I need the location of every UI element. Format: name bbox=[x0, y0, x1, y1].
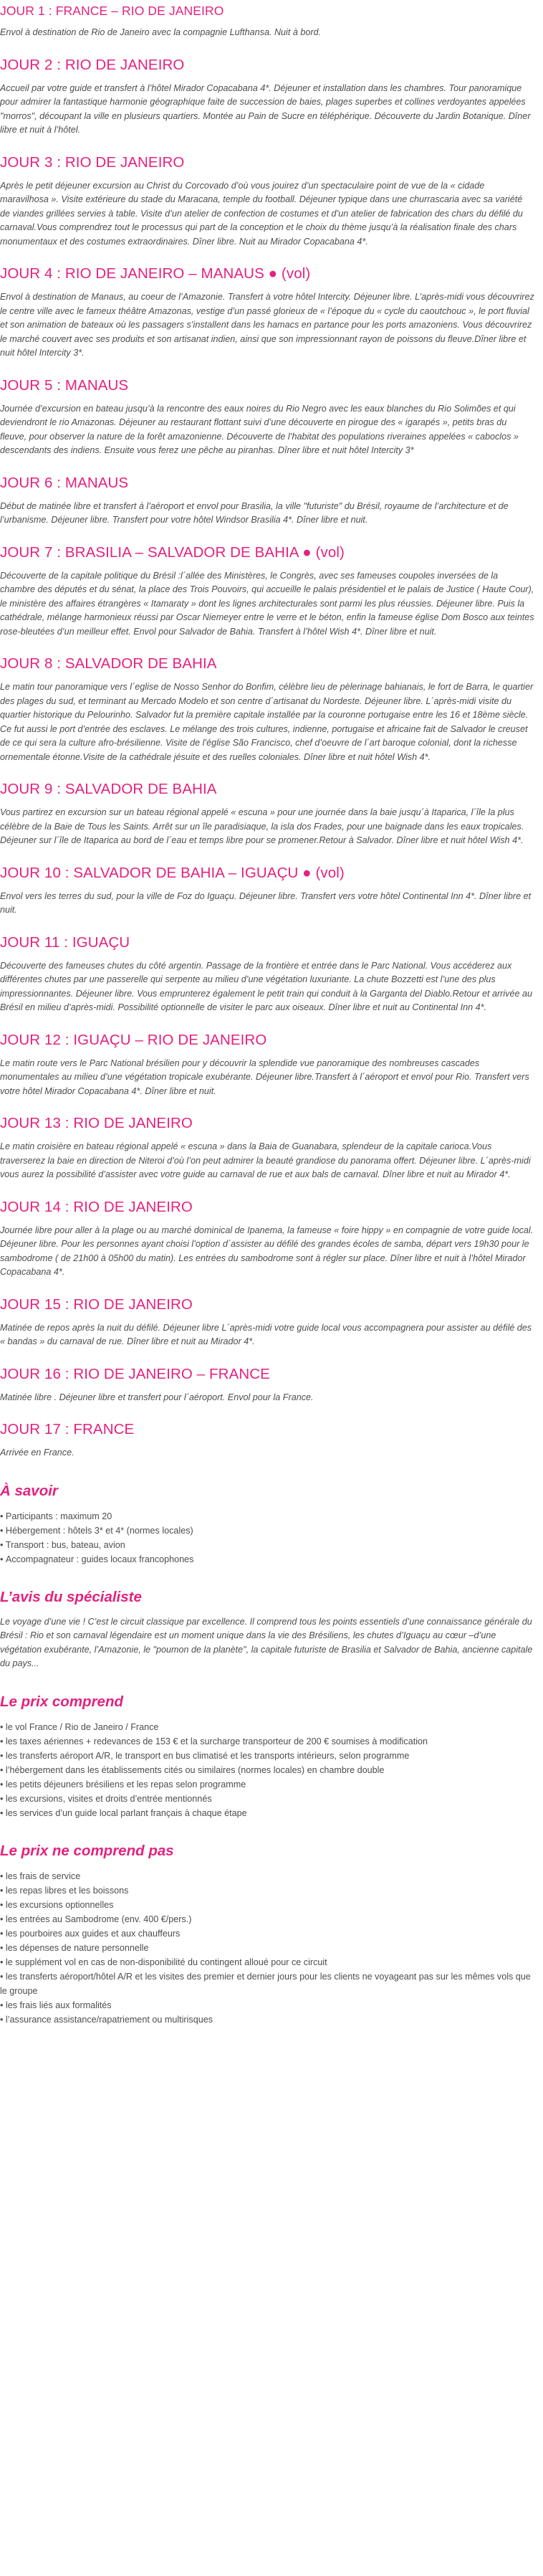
list-item: • le supplément vol en cas de non-disponibilité du contingent alloué pour ce circuit bbox=[0, 1955, 534, 1969]
day-block bbox=[0, 474, 534, 528]
day-block bbox=[0, 543, 534, 640]
a-savoir-title: À savoir bbox=[0, 1482, 58, 1499]
itinerary bbox=[0, 1, 534, 1460]
day-description: Le matin tour panoramique vers l´eglise de Nosso Senhor do Bonfim, célèbre lieu de pèlerinage bahianais, le fort de Barra, le quartier des plages du sud, et terminant au Mercado Modelo et son centre d´artisanat du Nordeste. Déjeuner libre. L´après-midi visite du quartier historique du Pelourinho. Salvador fut la première capitale installée par la couronne portugaise entre les 16 et 18ème siècle. Ce fut aussi le port d’entrée des esclaves. Le mélange des trois cultures, indienne, portugaise et africaine fait de Salvador le creuset de ce qui sera la culture afro-brésilienne. Visite de l’église São Francisco, chef d’oeuvre de l´art baroque colonial, dont la richesse ornementale étonne.Visite de la cathédrale jésuite et des ruelles coloniales. Dîner libre et nuit hôtel Wish 4*. bbox=[0, 682, 534, 762]
list-item: • les repas libres et les boissons bbox=[0, 1883, 534, 1898]
a-savoir-section bbox=[0, 1482, 534, 1567]
day-description: Envol à destination de Rio de Janeiro avec la compagnie Lufthansa. Nuit à bord. bbox=[0, 27, 322, 37]
day-description: Vous partirez en excursion sur un bateau régional appelé « escuna » pour une journée dans la baie jusqu´à Itaparica, l´île la plus célèbre de la Baie de Tous les Saints. Arrêt sur un île paradisiaque, la isla dos Frades, pour une baignade dans les eaux tropicales. Déjeuner sur l´île de Itaparica au bord de l´eau et temps libre pour se promener.Retour à Salvador. Dîner libre et nuit hôtel Wish 4*. bbox=[0, 807, 524, 845]
prix-comprend-title: Le prix comprend bbox=[0, 1693, 124, 1710]
a-savoir-list bbox=[0, 1509, 534, 1567]
day-block bbox=[0, 1, 534, 40]
day-description: Découverte des fameuses chutes du côté argentin. Passage de la frontière et entrée dans le Parc National. Vous accéderez aux différentes chutes par une passerelle qui serpente au milieu d’une végétation luxuriante. La chute Bozzetti est l’une des plus impressionnantes. Déjeuner libre. Vous emprunterez également le petit train qui conduit à la Garganta del Diablo.Retour et arrivée au Brésil en milieu d’après-midi. Possibilité optionnelle de visiter le parc aux oiseaux. Dîner libre et nuit au Continental Inn 4*. bbox=[0, 960, 532, 1012]
day-title: JOUR 14 : RIO DE JANEIRO bbox=[0, 1198, 193, 1215]
prix-comprend-list bbox=[0, 1720, 534, 1820]
list-item: • les transferts aéroport/hôtel A/R et les visites des premier et dernier jours pour les clients ne voyageant pas sur les mêmes vols que le groupe bbox=[0, 1969, 534, 1998]
list-item: • les services d’un guide local parlant français à chaque étape bbox=[0, 1806, 534, 1820]
day-description: Envol à destination de Manaus, au coeur de l’Amazonie. Transfert à votre hôtel Intercity. Déjeuner libre. L’après-midi vous découvrirez le centre ville avec le fameux théâtre Amazonas, vestige d’un passé glorieux de « l’époque du « cycle du caoutchouc », le port fluvial et son animation de bateaux où les passagers s’installent dans les hamacs en partance pour les ports amazoniens. Vous découvrirez le marché couvert avec ses produits et son artisanat indien, ainsi que son impressionnant rayon de poissons du fleuve.Dîner libre et nuit hôtel Intercity 3*. bbox=[0, 292, 534, 358]
list-item: • les pourboires aux guides et aux chauffeurs bbox=[0, 1926, 534, 1941]
day-title: JOUR 11 : IGUAÇU bbox=[0, 933, 130, 951]
list-item: • Hébergement : hôtels 3* et 4* (normes locales) bbox=[0, 1524, 534, 1538]
list-item: • les frais de service bbox=[0, 1869, 534, 1883]
day-title: JOUR 10 : SALVADOR DE BAHIA – IGUAÇU ● (vol) bbox=[0, 864, 345, 881]
day-description: Matinée de repos après la nuit du défilé. Déjeuner libre L´après-midi votre guide local vous accompagnera pour assister au défilé des « bandas » du carnaval de rue. Dîner libre et nuit au Mirador 4*. bbox=[0, 1322, 532, 1346]
day-title: JOUR 1 : FRANCE – RIO DE JANEIRO bbox=[0, 4, 224, 18]
prix-comprend-section bbox=[0, 1693, 534, 1820]
list-item: • les transferts aéroport A/R, le transport en bus climatisé et les transports intérieurs, selon programme bbox=[0, 1749, 534, 1763]
day-block bbox=[0, 933, 534, 1015]
day-description: Début de matinée libre et transfert à l’aéroport et envol pour Brasilia, la ville "futuriste" du Brésil, royaume de l’architecture et de l’urbanisme. Déjeuner libre. Transfert pour votre hôtel Windsor Brasilia 4*. Dîner libre et nuit. bbox=[0, 500, 509, 525]
day-title: JOUR 12 : IGUAÇU – RIO DE JANEIRO bbox=[0, 1031, 267, 1048]
day-title: JOUR 8 : SALVADOR DE BAHIA bbox=[0, 655, 217, 672]
day-block bbox=[0, 1365, 534, 1405]
list-item: • Accompagnateur : guides locaux francophones bbox=[0, 1552, 534, 1567]
day-title: JOUR 5 : MANAUS bbox=[0, 376, 129, 394]
page-content bbox=[0, 1, 534, 2027]
list-item: • les petits déjeuners brésiliens et les repas selon programme bbox=[0, 1777, 534, 1792]
day-description: Arrivée en France. bbox=[0, 1448, 75, 1458]
day-block bbox=[0, 56, 534, 138]
list-item: • les frais liés aux formalités bbox=[0, 1998, 534, 2012]
day-block bbox=[0, 376, 534, 458]
list-item: • les dépenses de nature personnelle bbox=[0, 1941, 534, 1955]
day-block bbox=[0, 1114, 534, 1182]
day-block bbox=[0, 1031, 534, 1099]
day-title: JOUR 13 : RIO DE JANEIRO bbox=[0, 1115, 193, 1131]
day-title: JOUR 2 : RIO DE JANEIRO bbox=[0, 56, 185, 73]
day-description: Journée d’excursion en bateau jusqu’à la rencontre des eaux noires du Rio Negro avec les eaux blanches du Rio Solimões et qui deviendront le rio Amazonas. Déjeuner au restaurant flottant suivi d’une découverte en pirogue des « igarapés », petits bras du fleuve, pour observer la nature de la forêt amazonienne. Découverte de l’habitat des populations riveraines appelées « caboclos » descendants des indiens. Ensuite vous ferez une pêche au piranhas. Dîner libre et nuit hôtel Intercity 3* bbox=[0, 403, 519, 455]
day-description: Envol vers les terres du sud, pour la ville de Foz do Iguaçu. Déjeuner libre. Transfert vers votre hôtel Continental Inn 4*. Dîner libre et nuit. bbox=[0, 890, 532, 915]
day-block bbox=[0, 1420, 534, 1460]
day-title: JOUR 6 : MANAUS bbox=[0, 474, 129, 491]
day-title: JOUR 3 : RIO DE JANEIRO bbox=[0, 153, 185, 171]
avis-section bbox=[0, 1588, 534, 1671]
list-item: • les excursions optionnelles bbox=[0, 1898, 534, 1912]
list-item: • les taxes aériennes + redevances de 153 € et la surcharge transporteur de 200 € soumises à modification bbox=[0, 1734, 534, 1749]
day-title: JOUR 16 : RIO DE JANEIRO – FRANCE bbox=[0, 1365, 270, 1382]
day-block bbox=[0, 153, 534, 249]
list-item: • l’assurance assistance/rapatriement ou multirisques bbox=[0, 2012, 534, 2027]
avis-title: L’avis du spécialiste bbox=[0, 1588, 142, 1605]
day-title: JOUR 4 : RIO DE JANEIRO – MANAUS ● (vol) bbox=[0, 265, 311, 282]
day-block bbox=[0, 1198, 534, 1280]
day-block bbox=[0, 1296, 534, 1349]
day-title: JOUR 7 : BRASILIA – SALVADOR DE BAHIA ● (vol) bbox=[0, 543, 345, 561]
prix-ne-comprend-section bbox=[0, 1842, 534, 2027]
day-block bbox=[0, 780, 534, 848]
day-title: JOUR 17 : FRANCE bbox=[0, 1421, 135, 1437]
day-description: Matinée libre . Déjeuner libre et transfert pour l´aéroport. Envol pour la France. bbox=[0, 1392, 314, 1402]
avis-text: Le voyage d’une vie ! C’est le circuit classique par excellence. Il comprend tous les points essentiels d’une connaissance générale du Brésil : Rio et son carnaval légendaire est un moment unique dans la vie des Brésiliens, les chutes d’Iguaçu au cœur –d’une végétation exubérante, l’Amazonie, le "poumon de la planète", la capitale futuriste de Brasilia et Salvador de Bahia, ancienne capitale du pays... bbox=[0, 1616, 533, 1668]
day-title: JOUR 15 : RIO DE JANEIRO bbox=[0, 1296, 193, 1313]
list-item: • les entrées au Sambodrome (env. 400 €/pers.) bbox=[0, 1912, 534, 1926]
day-description: Accueil par votre guide et transfert à l’hôtel Mirador Copacabana 4*. Déjeuner et installation dans les chambres. Tour panoramique pour admirer la fantastique harmonie géographique faite de succession de baies, plages superbes et collines verdoyantes appelées "morros", découpant la ville en plusieurs quartiers. Montée au Pain de Sucre en téléphérique. Découverte du Jardin Botanique. Dîner libre et nuit à l’hôtel. bbox=[0, 82, 531, 135]
list-item: • l’hébergement dans les établissements cités ou similaires (normes locales) en chambre double bbox=[0, 1763, 534, 1777]
list-item: • Transport : bus, bateau, avion bbox=[0, 1538, 534, 1552]
day-description: Le matin route vers le Parc National brésilien pour y découvrir la splendide vue panoramique des nombreuses cascades monumentales au milieu d’une végétation tropicale exubérante. Déjeuner libre.Transfert à l´aéroport et envol pour Rio. Transfert vers votre hôtel Mirador Copacabana 4*. Dîner libre et nuit. bbox=[0, 1058, 529, 1096]
day-description: Journée libre pour aller à la plage ou au marché dominical de Ipanema, la fameuse « foire hippy » en compagnie de votre guide local. Déjeuner libre. Pour les personnes ayant choisi l’option d´assister au défilé des grandes écoles de samba, départ vers 19h30 pour le sambodrome ( de 21h00 à 05h00 du matin). Les entrées du sambodrome sont à régler sur place. Dîner libre et nuit à l’hôtel Mirador Copacabana 4*. bbox=[0, 1225, 534, 1277]
day-block bbox=[0, 864, 534, 918]
day-description: Après le petit déjeuner excursion au Christ du Corcovado d’où vous jouirez d’un spectaculaire point de vue de la « cidade maravilhosa ». Visite extérieure du stade du Maracana, temple du football. Déjeuner typique dans une churrascaria avec sa variété de viandes grillées servies à table. Visite d’un atelier de confection de costumes et d’un atelier de fabrication des chars du défilé du carnaval.Vous comprendrez tout le processus qui part de la conception et le choix du thème jusqu’à la réalisation finale des chars monumentaux et des costumes extraordinaires. Dîner libre. Nuit au Mirador Copacabana 4*. bbox=[0, 180, 523, 247]
list-item: • Participants : maximum 20 bbox=[0, 1509, 534, 1524]
prix-ne-comprend-list bbox=[0, 1869, 534, 2027]
day-title: JOUR 9 : SALVADOR DE BAHIA bbox=[0, 781, 217, 797]
day-description: Découverte de la capitale politique du Brésil :l´allée des Ministères, le Congrès, avec ses fameuses coupoles inversées de la chambre des députés et du sénat, la place des Trois Pouvoirs, qui accueille le palais présidentiel et le palais de Justice ( Haute Cour), le ministère des affaires étrangères « Itamaraty » dont les lignes architecturales sont parmi les plus réussies. Déjeuner libre. Puis la cathédrale, mélange harmonieux réussi par Oscar Niemeyer entre le verre et le béton, enfin la fameuse église Dom Bosco aux teintes rose-bleutées d’un meilleur effet. Envol pour Salvador de Bahia. Transfert à l’hôtel Wish 4*. Dîner libre et nuit. bbox=[0, 570, 534, 637]
list-item: • le vol France / Rio de Janeiro / France bbox=[0, 1720, 534, 1734]
day-block bbox=[0, 265, 534, 361]
day-description: Le matin croisière en bateau régional appelé « escuna » dans la Baia de Guanabara, splendeur de la capitale carioca.Vous traverserez la baie en direction de Niteroi d’où l’on peut admirer la beauté grandiose du panorama offert. Déjeuner libre. L´après-midi vous aurez la possibilité d’assister avec votre guide au carnaval de rue et aux bals de carnaval. Dîner libre et nuit au Mirador 4*. bbox=[0, 1141, 531, 1179]
prix-ne-comprend-title: Le prix ne comprend pas bbox=[0, 1842, 174, 1859]
list-item: • les excursions, visites et droits d’entrée mentionnés bbox=[0, 1792, 534, 1806]
day-block bbox=[0, 655, 534, 764]
